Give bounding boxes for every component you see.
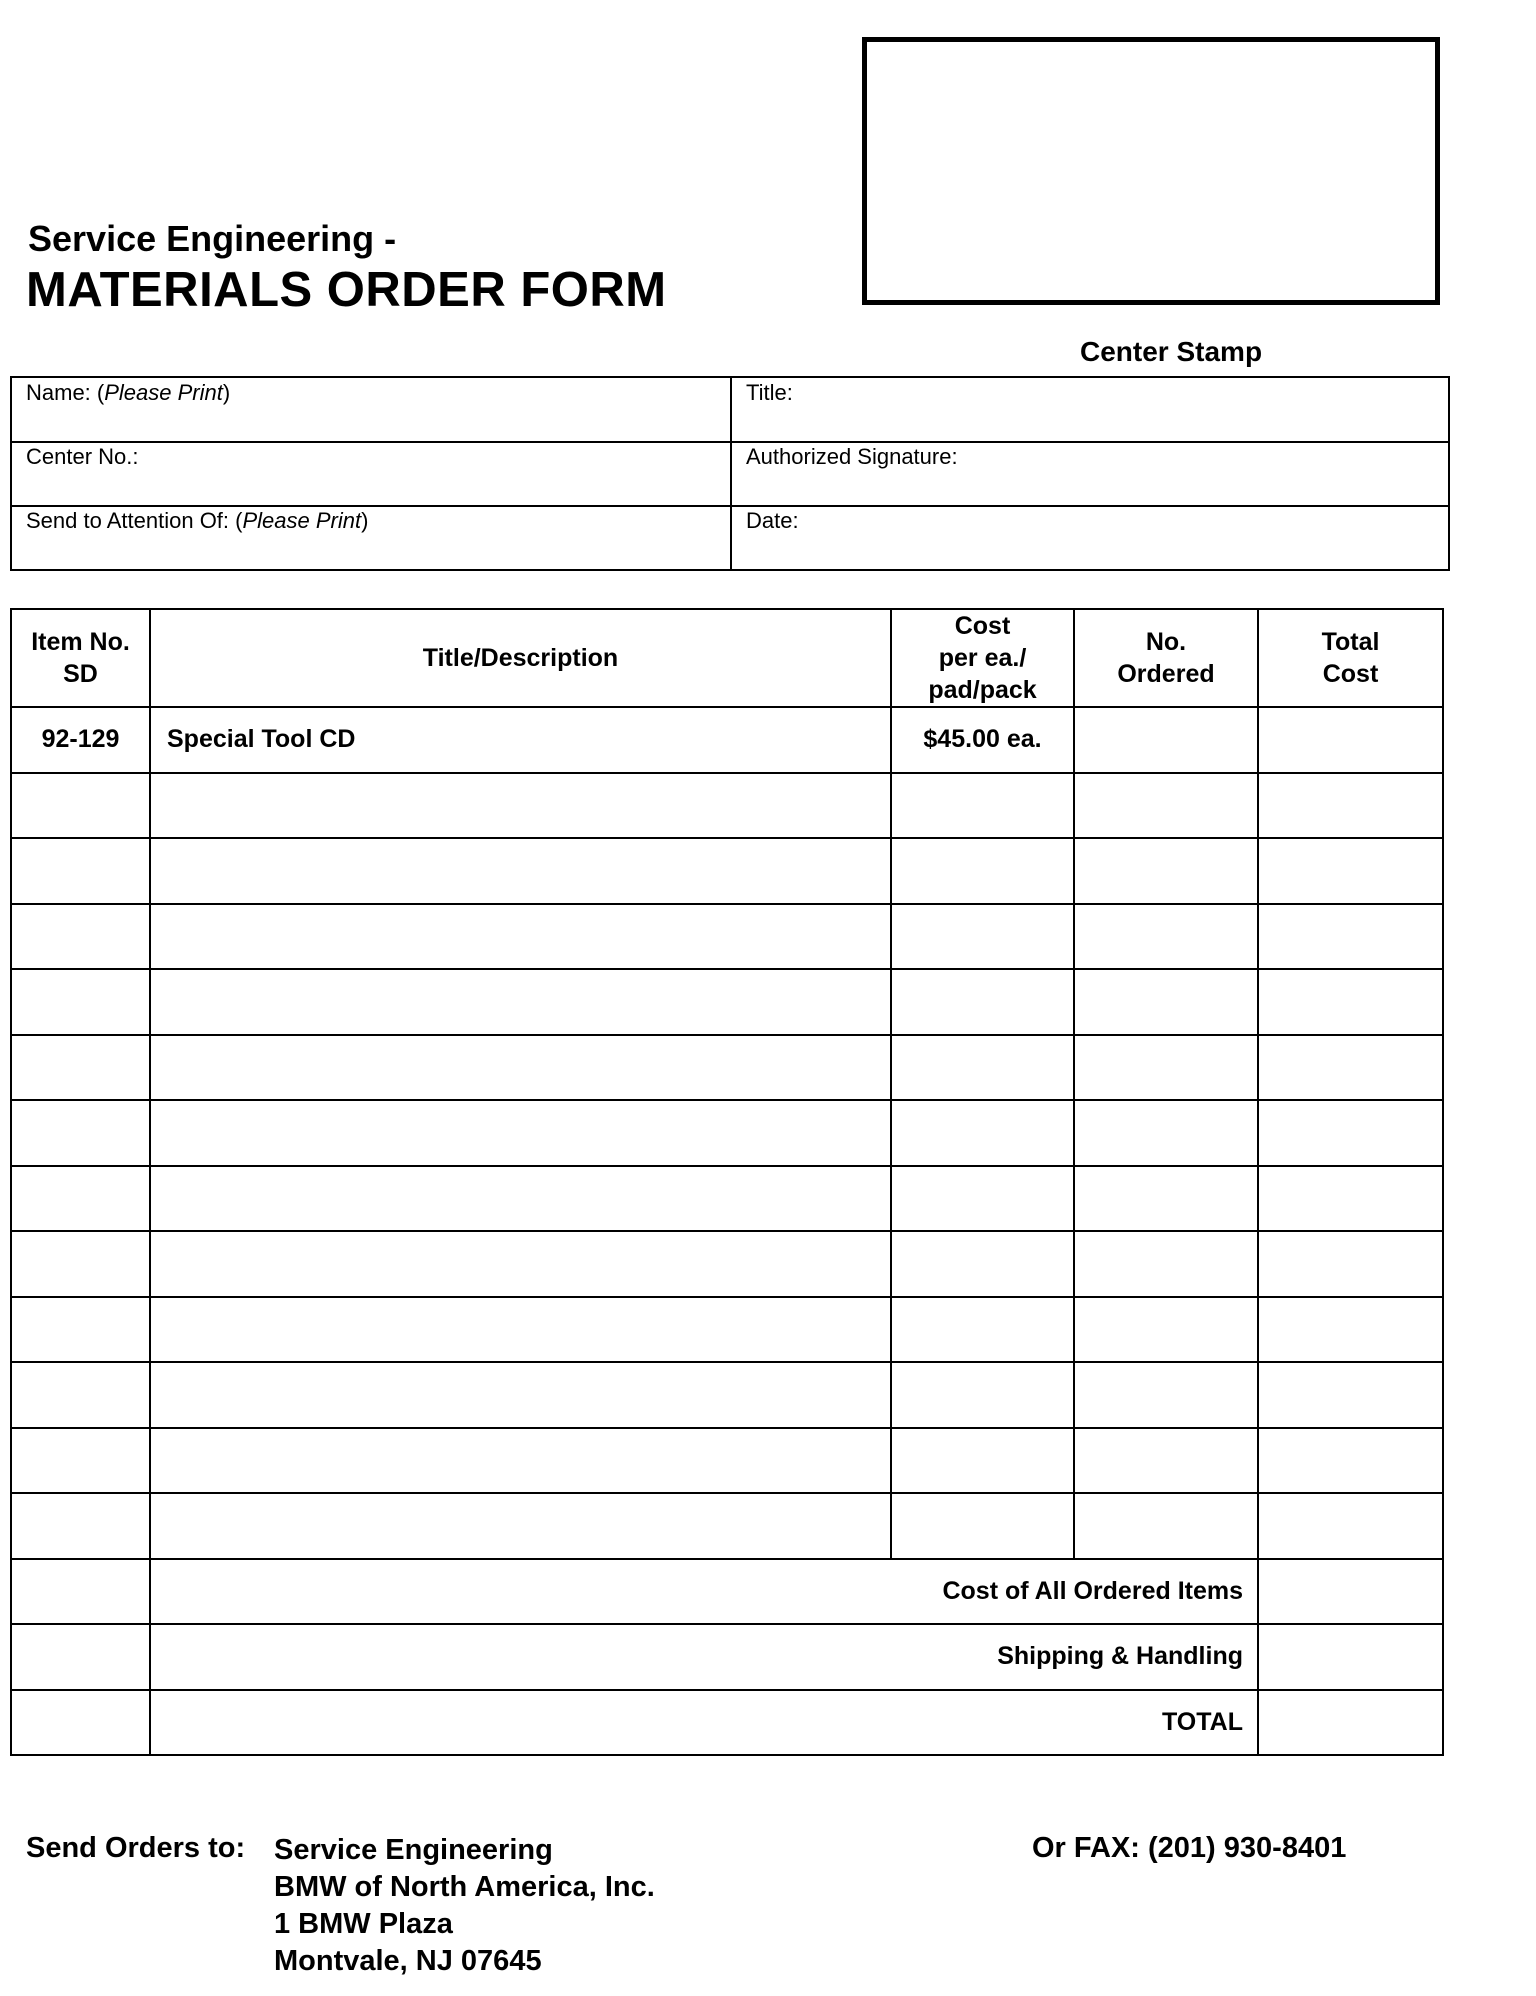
description-input[interactable] <box>150 773 891 839</box>
number-ordered-input[interactable] <box>1074 838 1258 904</box>
number-ordered-input[interactable] <box>1074 1166 1258 1232</box>
item-no-cell: 92-129 <box>11 707 150 773</box>
table-row <box>11 1362 1443 1428</box>
item-no-input[interactable] <box>11 1035 150 1101</box>
total-cost-input[interactable] <box>1258 1166 1443 1232</box>
total-cost-input[interactable] <box>1258 1362 1443 1428</box>
date-field[interactable]: Date: <box>746 508 799 533</box>
shipping-handling-input[interactable] <box>1258 1624 1443 1690</box>
number-ordered-input[interactable] <box>1074 969 1258 1035</box>
cost-all-items-input[interactable] <box>1258 1559 1443 1625</box>
cost-cell: $45.00 ea. <box>891 707 1074 773</box>
item-no-input[interactable] <box>11 969 150 1035</box>
total-cost-input[interactable] <box>1258 838 1443 904</box>
item-no-input[interactable] <box>11 1428 150 1494</box>
description-input[interactable] <box>150 1231 891 1297</box>
cost-input[interactable] <box>891 1035 1074 1101</box>
total-cost-input[interactable] <box>1258 904 1443 970</box>
table-row <box>11 1166 1443 1232</box>
number-ordered-input[interactable] <box>1074 1493 1258 1559</box>
number-ordered-input[interactable] <box>1074 707 1258 773</box>
total-cost-input[interactable] <box>1258 1428 1443 1494</box>
table-row <box>11 1100 1443 1166</box>
header-number-ordered: No. Ordered <box>1074 609 1258 707</box>
total-cost-input[interactable] <box>1258 1231 1443 1297</box>
cost-input[interactable] <box>891 773 1074 839</box>
table-row <box>11 1428 1443 1494</box>
description-cell: Special Tool CD <box>150 707 891 773</box>
description-input[interactable] <box>150 1100 891 1166</box>
table-row <box>11 1035 1443 1101</box>
number-ordered-input[interactable] <box>1074 773 1258 839</box>
summary-row-shipping <box>11 1624 1443 1690</box>
description-input[interactable] <box>150 969 891 1035</box>
cost-input[interactable] <box>891 904 1074 970</box>
total-cost-input[interactable] <box>1258 773 1443 839</box>
item-no-input[interactable] <box>11 1231 150 1297</box>
total-cost-input[interactable] <box>1258 707 1443 773</box>
item-no-input[interactable] <box>11 838 150 904</box>
summary-row-total <box>11 1690 1443 1756</box>
cost-all-items-label: Cost of All Ordered Items <box>150 1559 1258 1625</box>
total-cost-input[interactable] <box>1258 969 1443 1035</box>
mailing-address <box>274 1832 655 1980</box>
header-title-description: Title/Description <box>150 609 891 707</box>
item-no-input[interactable] <box>11 1362 150 1428</box>
grand-total-label: TOTAL <box>150 1690 1258 1756</box>
grand-total-input[interactable] <box>1258 1690 1443 1756</box>
cost-input[interactable] <box>891 1297 1074 1363</box>
title-field[interactable]: Title: <box>746 380 793 405</box>
address-line: Montvale, NJ 07645 <box>274 1945 542 1977</box>
total-cost-input[interactable] <box>1258 1493 1443 1559</box>
name-field[interactable]: Name: (Please Print) <box>26 380 231 405</box>
table-row <box>11 904 1443 970</box>
number-ordered-input[interactable] <box>1074 1231 1258 1297</box>
total-cost-input[interactable] <box>1258 1297 1443 1363</box>
cost-input[interactable] <box>891 1100 1074 1166</box>
number-ordered-input[interactable] <box>1074 1100 1258 1166</box>
total-cost-input[interactable] <box>1258 1100 1443 1166</box>
description-input[interactable] <box>150 904 891 970</box>
item-no-input[interactable] <box>11 1100 150 1166</box>
item-no-input[interactable] <box>11 1493 150 1559</box>
summary-row-cost-all <box>11 1559 1443 1625</box>
description-input[interactable] <box>150 1297 891 1363</box>
form-subtitle: Service Engineering - <box>28 218 397 259</box>
table-row <box>11 838 1443 904</box>
number-ordered-input[interactable] <box>1074 1362 1258 1428</box>
fax-number: Or FAX: (201) 930-8401 <box>1032 1832 1347 1864</box>
center-stamp-label: Center Stamp <box>1080 336 1263 367</box>
attention-field[interactable]: Send to Attention Of: (Please Print) <box>26 508 369 533</box>
table-row <box>11 1493 1443 1559</box>
header-item-no: Item No. SD <box>11 609 150 707</box>
order-items-table <box>10 608 1444 1756</box>
cost-input[interactable] <box>891 969 1074 1035</box>
item-no-input[interactable] <box>11 773 150 839</box>
total-cost-input[interactable] <box>1258 1035 1443 1101</box>
item-no-input[interactable] <box>11 904 150 970</box>
center-number-field[interactable]: Center No.: <box>26 444 139 469</box>
number-ordered-input[interactable] <box>1074 1297 1258 1363</box>
send-orders-label: Send Orders to: <box>26 1832 246 1864</box>
number-ordered-input[interactable] <box>1074 904 1258 970</box>
authorized-signature-field[interactable]: Authorized Signature: <box>746 444 958 469</box>
shipping-handling-label: Shipping & Handling <box>150 1624 1258 1690</box>
form-title: MATERIALS ORDER FORM <box>26 263 667 317</box>
number-ordered-input[interactable] <box>1074 1035 1258 1101</box>
description-input[interactable] <box>150 838 891 904</box>
number-ordered-input[interactable] <box>1074 1428 1258 1494</box>
description-input[interactable] <box>150 1166 891 1232</box>
description-input[interactable] <box>150 1493 891 1559</box>
table-row <box>11 969 1443 1035</box>
description-input[interactable] <box>150 1035 891 1101</box>
table-row <box>11 1297 1443 1363</box>
table-row <box>11 1231 1443 1297</box>
header-total-cost: Total Cost <box>1258 609 1443 707</box>
item-no-input[interactable] <box>11 1297 150 1363</box>
table-row <box>11 707 1443 773</box>
cost-input[interactable] <box>891 838 1074 904</box>
address-line: 1 BMW Plaza <box>274 1908 453 1940</box>
cost-input[interactable] <box>891 1493 1074 1559</box>
cost-input[interactable] <box>891 1166 1074 1232</box>
table-header-row <box>11 609 1443 707</box>
table-row <box>11 773 1443 839</box>
description-input[interactable] <box>150 1362 891 1428</box>
address-line: Service Engineering <box>274 1834 553 1866</box>
center-stamp-box <box>862 37 1440 305</box>
contact-info-grid <box>10 376 1450 571</box>
cost-input[interactable] <box>891 1362 1074 1428</box>
header-cost-per-each: Cost per ea./ pad/pack <box>891 609 1074 707</box>
address-line: BMW of North America, Inc. <box>274 1871 655 1903</box>
cost-input[interactable] <box>891 1231 1074 1297</box>
cost-input[interactable] <box>891 1428 1074 1494</box>
description-input[interactable] <box>150 1428 891 1494</box>
item-no-input[interactable] <box>11 1166 150 1232</box>
